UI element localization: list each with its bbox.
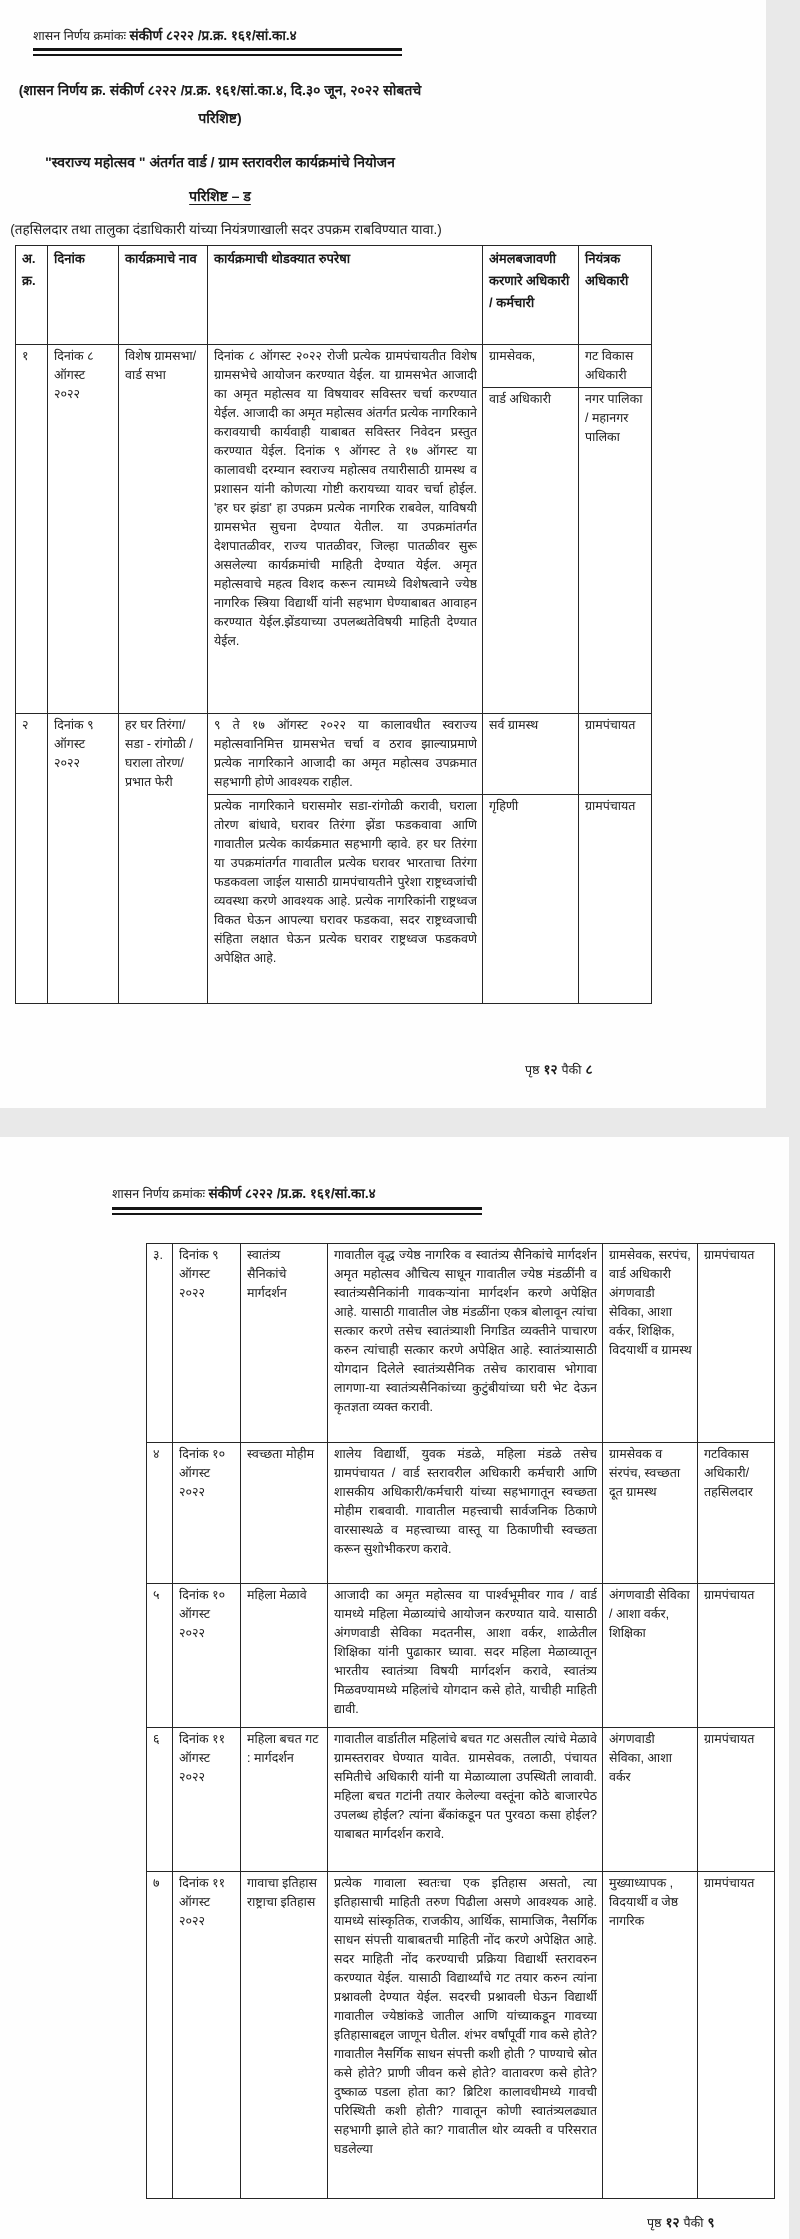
r4-ctrl: गटविकास अधिकारी/ तहसिलदार [698, 1443, 775, 1584]
r6-outline [328, 1728, 603, 1872]
r2-impl-b: गृहिणी [483, 795, 579, 1004]
header-outline: कार्यक्रमाची थोडक्यात रुपरेषा [208, 246, 483, 345]
table-row-1a [16, 345, 652, 388]
header-date: दिनांक [48, 246, 119, 345]
r2-impl-a: सर्व ग्रामस्थ [483, 714, 579, 795]
r3-program-name: स्वातंत्र्य सैनिकांचे मार्गदर्शन [241, 1244, 328, 1443]
header-implementing-officials: अंमलबजावणी करणारे अधिकारी / कर्मचारी [483, 246, 579, 345]
r2-program-name: हर घर तिरंगा/ सडा - रांगोळी / घराला तोरण/ प्रभात फेरी [119, 714, 208, 1004]
r2-serial: २ [16, 714, 48, 1004]
footer-page-number: ८ [585, 1062, 593, 1077]
r2-outline-a [208, 714, 483, 795]
r5-serial: ५ [147, 1584, 173, 1728]
r2-outline-a-text: ९ ते १७ ऑगस्ट २०२२ या कालावधीत स्वराज्य महोत्सवानिमित्त ग्रामसभेत चर्चा व ठराव झाल्याप्रमाणे प्रत्येक नागरिकाने आजादी का अमृत महोत्सव उपक्रमात सहभागी होणे आवश्यक राहील. [214, 718, 477, 788]
r2-ctrl-b: ग्रामपंचायत [579, 795, 652, 1004]
gr-subtitle-line1: (शासन निर्णय क्र. संकीर्ण ८२२२ /प्र.क्र. १६१/सां.का.४, दि.३० जून, २०२२ सोबतचे [18, 82, 422, 98]
gr-reference-number-2: संकीर्ण ८२२२ /प्र.क्र. १६१/सां.का.४ [208, 1186, 376, 1201]
r4-program-name: स्वच्छता मोहीम [241, 1443, 328, 1584]
r7-ctrl: ग्रामपंचायत [698, 1872, 775, 2199]
r6-serial: ६ [147, 1728, 173, 1872]
page-number-footer-1 [523, 1060, 595, 1078]
r1-date: दिनांक ८ ऑगस्ट २०२२ [48, 345, 119, 714]
footer2-total-pages: १२ [665, 2215, 680, 2230]
page-number-footer-2 [645, 2213, 717, 2231]
footer2-word-of: पैकी [683, 2216, 704, 2230]
gr-reference-label: शासन निर्णय क्रमांकः [33, 29, 126, 43]
header-serial: अ. क्र. [16, 246, 48, 345]
table-row-6 [147, 1728, 775, 1872]
r5-outline [328, 1584, 603, 1728]
r3-ctrl: ग्रामपंचायत [698, 1244, 775, 1443]
table-row-4 [147, 1443, 775, 1584]
r5-program-name: महिला मेळावे [241, 1584, 328, 1728]
table-row-7 [147, 1872, 775, 2199]
footer-word-page: पृष्ठ [525, 1063, 540, 1077]
appendix-heading-wrap [0, 187, 440, 206]
r5-date: दिनांक १० ऑगस्ट २०२२ [173, 1584, 241, 1728]
r4-date: दिनांक १० ऑगस्ट २०२२ [173, 1443, 241, 1584]
r3-outline-text: गावातील वृद्ध ज्येष्ठ नागरिक व स्वातंत्र्य सैनिकांचे मार्गदर्शन अमृत महोत्सव औचित्य साधून गावातील ज्येष्ठ मंडळींनी व स्वातंत्र्यसैनिकांनी गावकऱ्यांना मार्गदर्शन करणे अपेक्षित आहे. यासाठी गावातील जेष्ठ मंडळींना एकत्र बोलावून त्यांचा सत्कार करणे तसेच स्वातंत्र्याशी निगडित व्यक्तीने पाचारण करुन त्यांचाही सत्कार करणे अपेक्षित आहे. स्वातंत्र्यासाठी योगदान दिलेले स्वातंत्र्यसैनिक तसेच कारावास भोगावा लागणा-या स्वातंत्र्यसैनिकांच्या कुटुंबीयांच्या घरी भेट देऊन कृतज्ञता व्यक्त करावी. [334, 1248, 597, 1414]
r6-date: दिनांक ११ ऑगस्ट २०२२ [173, 1728, 241, 1872]
document-page-2 [0, 1137, 789, 2239]
header-program-name: कार्यक्रमाचे नाव [119, 246, 208, 345]
r4-outline [328, 1443, 603, 1584]
header-controlling-officer: नियंत्रक अधिकारी [579, 246, 652, 345]
r3-serial: ३. [147, 1244, 173, 1443]
document-page-1 [0, 0, 766, 1108]
footer-total-pages: १२ [543, 1062, 558, 1077]
gr-reference-line-2 [112, 1184, 376, 1202]
r3-impl: ग्रामसेवक, सरपंच, वार्ड अधिकारी अंगणवाडी सेविका, आशा वर्कर, शिक्षिक, विदयार्थी व ग्रामस्थ [603, 1244, 698, 1443]
r1-serial: १ [16, 345, 48, 714]
r2-ctrl-a: ग्रामपंचायत [579, 714, 652, 795]
r6-ctrl: ग्रामपंचायत [698, 1728, 775, 1872]
appendix-heading: परिशिष्ट – ड [189, 188, 251, 204]
subtitle-block [0, 80, 440, 128]
header-double-rule [33, 48, 402, 56]
schedule-table-page1 [15, 245, 652, 1004]
r3-date: दिनांक ९ ऑगस्ट २०२२ [173, 1244, 241, 1443]
r2-outline-b [208, 795, 483, 1004]
r6-outline-text: गावातील वार्डातील महिलांचे बचत गट असतील त्यांचे मेळावे ग्रामस्तरावर घेण्यात यावेत. ग्रामसेवक, तलाठी, पंचायत समितीचे अधिकारी यांनी या मेळाव्याला उपस्थिती लावावी. महिला बचत गटांनी तयार केलेल्या वस्तूंना कोठे बाजारपेठ उपलब्ध होईल? त्यांना बँकांकडून पत पुरवठा कसा होईल? याबाबत मार्गदर्शन करावे. [334, 1732, 597, 1841]
gr-reference-line [33, 26, 297, 44]
r4-serial: ४ [147, 1443, 173, 1584]
r2-outline-b-text: प्रत्येक नागरिकाने घरासमोर सडा-रांगोळी करावी, घराला तोरण बांधावे, घरावर तिरंगा झेंडा फडकवावा आणि गावातील प्रत्येक कार्यक्रमात सहभागी व्हावे. हर घर तिरंगा या उपक्रमांतर्गत गावातील प्रत्येक घरावर भारताचा तिरंगा फडकवला जाईल यासाठी ग्रामपंचायतीने पुरेशा राष्ट्रध्वजांची व्यवस्था करणे आवश्यक आहे. प्रत्येक नागरिकांनी राष्ट्रध्वज विकत घेऊन आपल्या घरावर फडकवा, सदर राष्ट्रध्वजाची संहिता लक्षात घेऊन प्रत्येक घरावर राष्ट्रध्वज फडकवणे अपेक्षित आहे. [214, 799, 477, 965]
r1-outline-text: दिनांक ८ ऑगस्ट २०२२ रोजी प्रत्येक ग्रामपंचायतीत विशेष ग्रामसभेचे आयोजन करण्यात येईल. या ग्रामसभेत आजादी का अमृत महोत्सव या विषयावर सविस्तर चर्चा करण्यात येईल. आजादी का अमृत महोत्सव अंतर्गत प्रत्येक नागरिकाने करावयाची कार्यवाही याबाबत सविस्तर निवेदन प्रस्तुत करण्यात येईल. दिनांक ९ ऑगस्ट ते १७ ऑगस्ट या कालावधी दरम्यान स्वराज्य महोत्सव तयारीसाठी ग्रामस्थ व प्रशासन यांनी कोणत्या गोष्टी करायच्या यावर चर्चा होईल. 'हर घर झंडा' हा उपक्रम प्रत्येक नागरिक राबवेल, याविषयी ग्रामसभेत सुचना देण्यात येतील. या उपक्रमांतर्गत देशपातळीवर, राज्य पातळीवर, जिल्हा पातळीवर सुरू असलेल्या कार्यक्रमांची माहिती देण्यात येईल. अमृत महोत्सवाचे महत्व विशद करून त्यामध्ये विशेषत्वाने ज्येष्ठ नागरिक स्त्रिया विद्यार्थी यांनी सहभाग घेण्याबाबत आवाहन करण्यात येईल.झेंडयाच्या उपलब्धतेविषयी माहिती देण्यात येईल. [214, 349, 477, 648]
r1-impl-b: वार्ड अधिकारी [483, 388, 579, 714]
r7-outline-text: प्रत्येक गावाला स्वतःचा एक इतिहास असतो, त्या इतिहासाची माहिती तरुण पिढीला असणे आवश्यक आहे. यामध्ये सांस्कृतिक, राजकीय, आर्थिक, सामाजिक, नैसर्गिक साधन संपत्ती याबाबतची माहिती नोंद करणे अपेक्षित आहे. सदर माहिती नोंद करण्याची प्रक्रिया विद्यार्थी स्तरावरुन करण्यात येईल. यासाठी विद्यार्थ्यांचे गट तयार करुन त्यांना प्रश्नावली देण्यात येईल. सदरची प्रश्नावली घेऊन विद्यार्थी गावातील ज्येष्ठांकडे जातील आणि यांच्याकडून गावच्या इतिहासाबद्दल जाणून घेतील. शंभर वर्षांपूर्वी गाव कसे होते? गावातील नैसर्गिक साधन संपत्ती कशी होती ? पाण्याचे स्रोत कसे होते? प्राणी जीवन कसे होते? वातावरण कसे होते? दुष्काळ पडला होता का? ब्रिटिश कालावधीमध्ये गावची परिस्थिती कशी होती? गावातून कोणी स्वातंत्र्यलढ्यात सहभागी झाले होते का? गावातील थोर व्यक्ती व परिसरात घडलेल्या [334, 1876, 597, 2156]
r1-ctrl-a: गट विकास अधिकारी [579, 345, 652, 388]
r1-outline [208, 345, 483, 714]
r4-outline-text: शालेय विद्यार्थी, युवक मंडळे, महिला मंडळे तसेच ग्रामपंचायत / वार्ड स्तरावरील अधिकारी कर्मचारी आणि शासकीय अधिकारी/कर्मचारी यांच्या सहभागातून स्वच्छता मोहीम राबवावी. गावातील महत्त्वाची सार्वजनिक ठिकाणे वारसास्थळे व महत्त्वाच्या वास्तू या ठिकाणीची स्वच्छता करून सुशोभीकरण करावे. [334, 1447, 597, 1556]
table-row-3 [147, 1244, 775, 1443]
r5-outline-text: आजादी का अमृत महोत्सव या पार्श्वभूमीवर गाव / वार्ड यामध्ये महिला मेळाव्यांचे आयोजन करण्यात यावे. यासाठी अंगणवाडी सेविका मदतनीस, आशा वर्कर, शाळेतील शिक्षिका यांनी पुढाकार घ्यावा. सदर महिला मेळाव्यातून भारतीय स्वातंत्र्या विषयी मार्गदर्शन करावे, स्वातंत्र्य मिळवण्यामध्ये महिलांचे योगदान कसे होते, याचीही माहिती द्यावी. [334, 1588, 597, 1716]
r1-impl-a: ग्रामसेवक, [483, 345, 579, 388]
r7-serial: ७ [147, 1872, 173, 2199]
footer2-word-page: पृष्ठ [647, 2216, 662, 2230]
r7-outline [328, 1872, 603, 2199]
r7-program-name: गावाचा इतिहास राष्ट्राचा इतिहास [241, 1872, 328, 2199]
r4-impl: ग्रामसेवक व संरपंच, स्वच्छता दूत ग्रामस्थ [603, 1443, 698, 1584]
r6-impl: अंगणवाडी सेविका, आशा वर्कर [603, 1728, 698, 1872]
table-row-5 [147, 1584, 775, 1728]
gr-reference-label-2: शासन निर्णय क्रमांकः [112, 1187, 205, 1201]
r2-date: दिनांक ९ ऑगस्ट २०२२ [48, 714, 119, 1004]
header-double-rule-2 [112, 1207, 482, 1215]
r5-impl: अंगणवाडी सेविका / आशा वर्कर, शिक्षिका [603, 1584, 698, 1728]
gr-reference-number: संकीर्ण ८२२२ /प्र.क्र. १६१/सां.का.४ [129, 28, 297, 43]
control-note: (तहसिलदार तथा तालुका दंडाधिकारी यांच्या नियंत्रणाखाली सदर उपक्रम राबविण्यात यावा.) [10, 222, 442, 237]
r5-ctrl: ग्रामपंचायत [698, 1584, 775, 1728]
r7-impl: मुख्याध्यापक , विदयार्थी व जेष्ठ नागरिक [603, 1872, 698, 2199]
table-row-2a [16, 714, 652, 795]
gr-subtitle-line2: परिशिष्ट) [198, 110, 242, 126]
r3-outline [328, 1244, 603, 1443]
footer-word-of: पैकी [561, 1063, 582, 1077]
document-title: "स्वराज्य महोत्सव " अंतर्गत वार्ड / ग्राम स्तरावरील कार्यक्रमांचे नियोजन [45, 154, 395, 170]
footer2-page-number: ९ [707, 2215, 715, 2230]
r1-program-name: विशेष ग्रामसभा/ वार्ड सभा [119, 345, 208, 714]
r1-ctrl-b: नगर पालिका / महानगर पालिका [579, 388, 652, 714]
table-header-row [16, 246, 652, 345]
r6-program-name: महिला बचत गट : मार्गदर्शन [241, 1728, 328, 1872]
schedule-table-page2 [146, 1243, 775, 2199]
r7-date: दिनांक ११ ऑगस्ट २०२२ [173, 1872, 241, 2199]
